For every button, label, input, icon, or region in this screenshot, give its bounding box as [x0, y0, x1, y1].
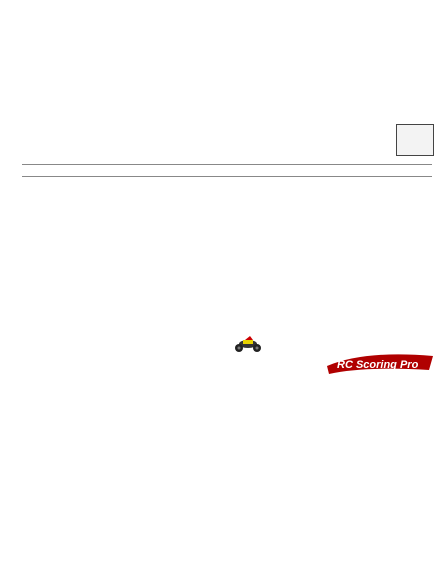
buggy-icon	[233, 335, 263, 355]
round-box	[396, 124, 434, 156]
svg-text:RC Scoring Pro: RC Scoring Pro	[337, 359, 419, 371]
divider	[22, 176, 432, 177]
divider	[22, 164, 432, 165]
rc-scoring-pro-logo	[325, 342, 435, 374]
